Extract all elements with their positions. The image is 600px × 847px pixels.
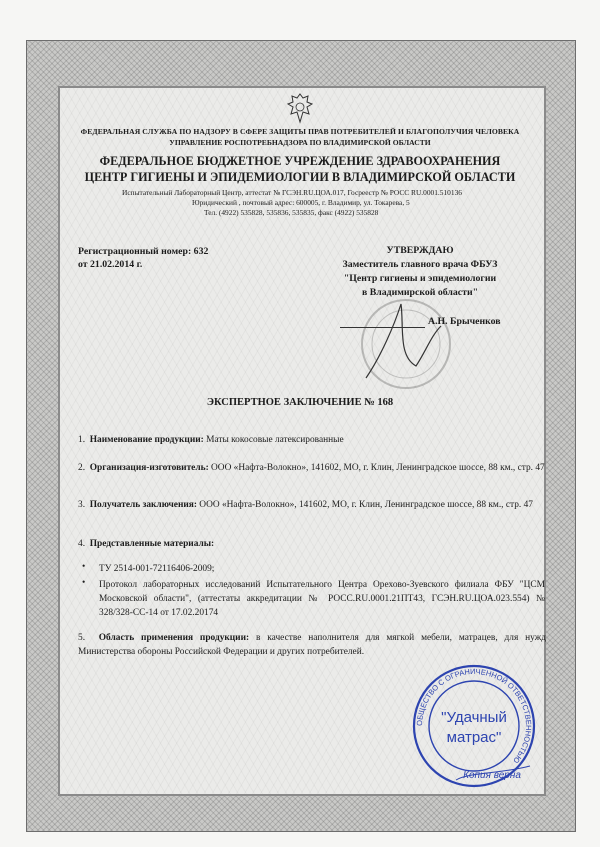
material-protocol: Протокол лабораторных исследований Испытательного Центра Орехово-Зуевского филиала ФБУ "ЦСМ Московской области", (аттестаты аккредитации № РОСС.RU.0001.21ПТ43, ГСЭН.RU.ЦОА.023.554) № 328/328-СС-14 от 17.02.20174	[99, 580, 545, 618]
legal-address: Юридический , почтовый адрес: 600005, г. Владимир, ул. Токарева, 5	[192, 198, 410, 207]
item-product-name: 1. Наименование продукции: Маты кокосовые латексированные	[78, 435, 344, 445]
signature-line	[340, 327, 425, 328]
round-seal-signature	[346, 296, 466, 392]
phone-fax: Тел. (4922) 535828, 535836, 535835, факс (4922) 535828	[204, 208, 379, 217]
svg-text:"Удачный: "Удачный	[441, 709, 507, 726]
svg-text:Копия верна: Копия верна	[463, 770, 521, 781]
material-spec: ТУ 2514-001-72116406-2009;	[99, 564, 215, 574]
document-title: ЭКСПЕРТНОЕ ЗАКЛЮЧЕНИЕ № 168	[206, 397, 394, 408]
registration-date: от 21.02.2014 г.	[78, 259, 143, 270]
item-recipient: 3. Получатель заключения: ООО «Нафта-Волокно», 141602, МО, г. Клин, Ленинградское шоссе, 88 км., стр. 47	[78, 500, 533, 510]
agency-line-2: УПРАВЛЕНИЕ РОСПОТРЕБНАДЗОРА ПО ВЛАДИМИРСКОЙ ОБЛАСТИ	[169, 138, 431, 147]
coat-of-arms-icon	[286, 92, 314, 124]
bullet-icon: •	[82, 562, 86, 572]
lab-accreditation: Испытательный Лабораторный Центр, аттестат № ГСЭН.RU.ЦОА.017, Госреестр № РОСС RU.0001.510136	[122, 188, 462, 197]
company-stamp	[410, 662, 538, 790]
svg-text:матрас": матрас"	[446, 729, 502, 746]
approval-line-2: "Центр гигиены и эпидемиологии	[343, 273, 497, 284]
approval-heading: УТВЕРЖДАЮ	[386, 245, 454, 256]
institution-name-1: ФЕДЕРАЛЬНОЕ БЮДЖЕТНОЕ УЧРЕЖДЕНИЕ ЗДРАВООХРАНЕНИЯ	[99, 154, 501, 168]
svg-text:ОБЩЕСТВО С ОГРАНИЧЕННОЙ ОТВЕТС: ОБЩЕСТВО С ОГРАНИЧЕННОЙ ОТВЕТСТВЕННОСТЬЮ	[414, 666, 534, 766]
item-materials: 4. Представленные материалы:	[78, 539, 215, 549]
item-manufacturer: 2. Организация-изготовитель: ООО «Нафта-Волокно», 141602, МО, г. Клин, Ленинградское шоссе, 88 км., стр. 47	[78, 463, 545, 473]
agency-line-1: ФЕДЕРАЛЬНАЯ СЛУЖБА ПО НАДЗОРУ В СФЕРЕ ЗАЩИТЫ ПРАВ ПОТРЕБИТЕЛЕЙ И БЛАГОПОЛУЧИЯ ЧЕЛОВЕКА	[80, 127, 520, 136]
institution-name-2: ЦЕНТР ГИГИЕНЫ И ЭПИДЕМИОЛОГИИ В ВЛАДИМИРСКОЙ ОБЛАСТИ	[84, 170, 516, 184]
approval-line-3: в Владимирской области"	[361, 287, 479, 298]
registration-number: Регистрационный номер: 632	[78, 246, 209, 257]
item-application: 5. Область применения продукции: в качестве наполнителя для мягкой мебели, матрацев, для нужд Министерства обороны Российской Федерации и других потребителей.	[78, 633, 546, 657]
signer-name: А.Н. Брыченков	[428, 316, 501, 327]
approval-line-1: Заместитель главного врача ФБУЗ	[342, 259, 498, 270]
bullet-icon: •	[82, 578, 86, 588]
